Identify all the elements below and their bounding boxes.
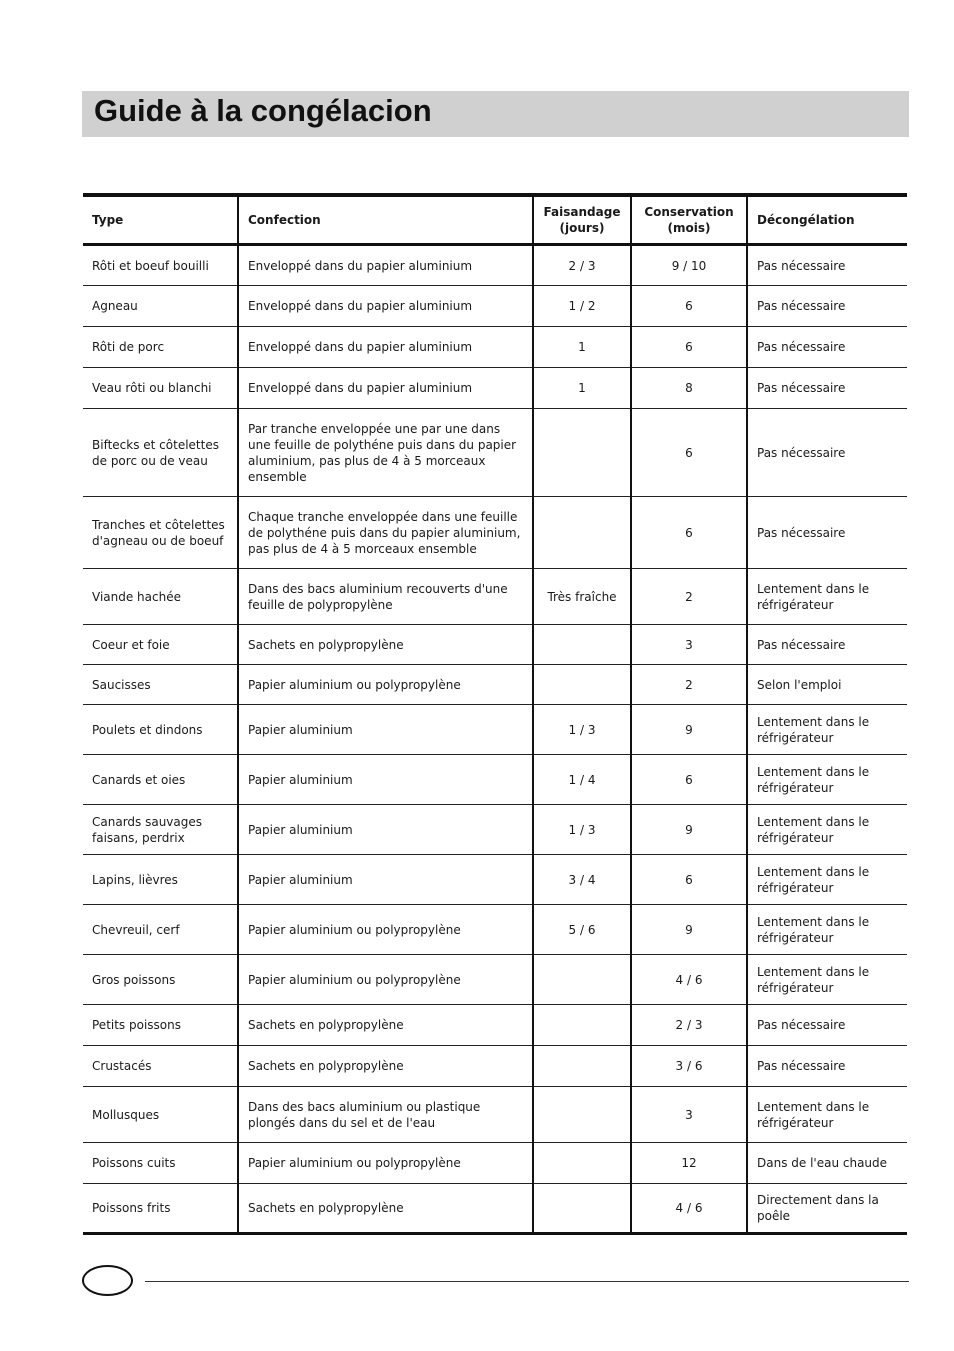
- cell-conservation: 6: [631, 327, 747, 368]
- cell-faisandage: [533, 409, 631, 497]
- cell-conservation: 3: [631, 625, 747, 665]
- cell-faisandage: 2 / 3: [533, 245, 631, 286]
- cell-type: Mollusques: [83, 1087, 238, 1143]
- cell-confection: Papier aluminium: [238, 855, 533, 905]
- table-row: [83, 1087, 907, 1143]
- cell-conservation: 3 / 6: [631, 1046, 747, 1087]
- table-row: [83, 955, 907, 1005]
- cell-decongelation: Pas nécessaire: [747, 368, 907, 409]
- cell-faisandage: 1 / 3: [533, 805, 631, 855]
- cell-decongelation: Pas nécessaire: [747, 409, 907, 497]
- cell-type: Rôti de porc: [83, 327, 238, 368]
- cell-conservation: 9 / 10: [631, 245, 747, 286]
- cell-conservation: 9: [631, 805, 747, 855]
- cell-conservation: 4 / 6: [631, 1184, 747, 1234]
- table-row: [83, 497, 907, 569]
- cell-type: Canards et oies: [83, 755, 238, 805]
- table-row: [83, 368, 907, 409]
- cell-decongelation: Lentement dans le réfrigérateur: [747, 569, 907, 625]
- cell-decongelation: Directement dans la poêle: [747, 1184, 907, 1234]
- cell-faisandage: [533, 1046, 631, 1087]
- cell-decongelation: Lentement dans le réfrigérateur: [747, 705, 907, 755]
- cell-conservation: 6: [631, 286, 747, 327]
- cell-confection: Papier aluminium ou polypropylène: [238, 905, 533, 955]
- cell-faisandage: [533, 1087, 631, 1143]
- cell-confection: Sachets en polypropylène: [238, 1184, 533, 1234]
- page-number-oval: [82, 1265, 133, 1296]
- header-faisandage: Faisandage (jours): [533, 195, 631, 245]
- cell-decongelation: Pas nécessaire: [747, 245, 907, 286]
- cell-type: Chevreuil, cerf: [83, 905, 238, 955]
- cell-type: Viande hachée: [83, 569, 238, 625]
- cell-decongelation: Lentement dans le réfrigérateur: [747, 1087, 907, 1143]
- cell-confection: Papier aluminium ou polypropylène: [238, 1143, 533, 1184]
- page-title: Guide à la congélacion: [94, 93, 432, 128]
- cell-type: Agneau: [83, 286, 238, 327]
- cell-confection: Papier aluminium ou polypropylène: [238, 955, 533, 1005]
- table-row: [83, 1046, 907, 1087]
- table-row: [83, 1005, 907, 1046]
- cell-decongelation: Pas nécessaire: [747, 286, 907, 327]
- cell-faisandage: 1: [533, 327, 631, 368]
- cell-confection: Papier aluminium: [238, 805, 533, 855]
- cell-conservation: 2: [631, 569, 747, 625]
- cell-decongelation: Pas nécessaire: [747, 1046, 907, 1087]
- table-header-row: [83, 195, 907, 245]
- cell-conservation: 6: [631, 855, 747, 905]
- cell-confection: Sachets en polypropylène: [238, 1005, 533, 1046]
- cell-decongelation: Pas nécessaire: [747, 625, 907, 665]
- cell-conservation: 6: [631, 755, 747, 805]
- cell-type: Saucisses: [83, 665, 238, 705]
- cell-decongelation: Pas nécessaire: [747, 327, 907, 368]
- cell-conservation: 12: [631, 1143, 747, 1184]
- table-row: [83, 245, 907, 286]
- footer-rule: [145, 1281, 909, 1282]
- cell-type: Biftecks et côtelettes de porc ou de veau: [83, 409, 238, 497]
- cell-confection: Enveloppé dans du papier aluminium: [238, 245, 533, 286]
- cell-confection: Papier aluminium: [238, 705, 533, 755]
- header-conservation: Conservation (mois): [631, 195, 747, 245]
- cell-decongelation: Lentement dans le réfrigérateur: [747, 855, 907, 905]
- cell-confection: Sachets en polypropylène: [238, 625, 533, 665]
- cell-decongelation: Lentement dans le réfrigérateur: [747, 905, 907, 955]
- cell-confection: Papier aluminium: [238, 755, 533, 805]
- table-row: [83, 327, 907, 368]
- cell-confection: Enveloppé dans du papier aluminium: [238, 327, 533, 368]
- cell-faisandage: [533, 1143, 631, 1184]
- cell-type: Poulets et dindons: [83, 705, 238, 755]
- table-row: [83, 569, 907, 625]
- cell-confection: Enveloppé dans du papier aluminium: [238, 286, 533, 327]
- cell-faisandage: 3 / 4: [533, 855, 631, 905]
- cell-decongelation: Dans de l'eau chaude: [747, 1143, 907, 1184]
- cell-decongelation: Lentement dans le réfrigérateur: [747, 955, 907, 1005]
- cell-faisandage: 1 / 2: [533, 286, 631, 327]
- cell-confection: Dans des bacs aluminium recouverts d'une feuille de polypropylène: [238, 569, 533, 625]
- table-row: [83, 286, 907, 327]
- cell-type: Petits poissons: [83, 1005, 238, 1046]
- cell-type: Crustacés: [83, 1046, 238, 1087]
- table-row: [83, 625, 907, 665]
- cell-confection: Par tranche enveloppée une par une dans une feuille de polythéne puis dans du papier aluminium, pas plus de 4 à 5 morceaux ensemble: [238, 409, 533, 497]
- cell-confection: Papier aluminium ou polypropylène: [238, 665, 533, 705]
- cell-faisandage: [533, 625, 631, 665]
- cell-conservation: 8: [631, 368, 747, 409]
- table-row: [83, 705, 907, 755]
- header-confection: Confection: [238, 195, 533, 245]
- cell-conservation: 4 / 6: [631, 955, 747, 1005]
- table-body: [83, 245, 907, 1234]
- table-row: [83, 665, 907, 705]
- cell-decongelation: Selon l'emploi: [747, 665, 907, 705]
- cell-faisandage: 5 / 6: [533, 905, 631, 955]
- cell-faisandage: 1 / 3: [533, 705, 631, 755]
- table-row: [83, 855, 907, 905]
- cell-confection: Sachets en polypropylène: [238, 1046, 533, 1087]
- cell-conservation: 2: [631, 665, 747, 705]
- cell-faisandage: [533, 497, 631, 569]
- cell-conservation: 6: [631, 409, 747, 497]
- cell-decongelation: Lentement dans le réfrigérateur: [747, 805, 907, 855]
- cell-decongelation: Lentement dans le réfrigérateur: [747, 755, 907, 805]
- cell-decongelation: Pas nécessaire: [747, 497, 907, 569]
- cell-faisandage: [533, 1005, 631, 1046]
- cell-faisandage: [533, 665, 631, 705]
- cell-faisandage: [533, 1184, 631, 1234]
- table-row: [83, 905, 907, 955]
- table-row: [83, 755, 907, 805]
- table-row: [83, 1143, 907, 1184]
- cell-type: Canards sauvages faisans, perdrix: [83, 805, 238, 855]
- freezing-guide-table: [83, 193, 907, 1235]
- cell-faisandage: Très fraîche: [533, 569, 631, 625]
- cell-type: Lapins, lièvres: [83, 855, 238, 905]
- cell-conservation: 9: [631, 905, 747, 955]
- title-band: [82, 91, 909, 137]
- cell-faisandage: 1 / 4: [533, 755, 631, 805]
- cell-confection: Enveloppé dans du papier aluminium: [238, 368, 533, 409]
- cell-type: Tranches et côtelettes d'agneau ou de boeuf: [83, 497, 238, 569]
- cell-decongelation: Pas nécessaire: [747, 1005, 907, 1046]
- cell-confection: Dans des bacs aluminium ou plastique plongés dans du sel et de l'eau: [238, 1087, 533, 1143]
- cell-type: Poissons cuits: [83, 1143, 238, 1184]
- cell-confection: Chaque tranche enveloppée dans une feuille de polythéne puis dans du papier aluminium, pas plus de 4 à 5 morceaux ensemble: [238, 497, 533, 569]
- header-type: Type: [83, 195, 238, 245]
- cell-type: Coeur et foie: [83, 625, 238, 665]
- cell-conservation: 3: [631, 1087, 747, 1143]
- cell-type: Rôti et boeuf bouilli: [83, 245, 238, 286]
- cell-faisandage: 1: [533, 368, 631, 409]
- table-row: [83, 805, 907, 855]
- cell-conservation: 9: [631, 705, 747, 755]
- cell-type: Poissons frits: [83, 1184, 238, 1234]
- cell-type: Veau rôti ou blanchi: [83, 368, 238, 409]
- cell-conservation: 6: [631, 497, 747, 569]
- cell-faisandage: [533, 955, 631, 1005]
- table-row: [83, 409, 907, 497]
- header-decongelation: Décongélation: [747, 195, 907, 245]
- cell-conservation: 2 / 3: [631, 1005, 747, 1046]
- cell-type: Gros poissons: [83, 955, 238, 1005]
- table-row: [83, 1184, 907, 1234]
